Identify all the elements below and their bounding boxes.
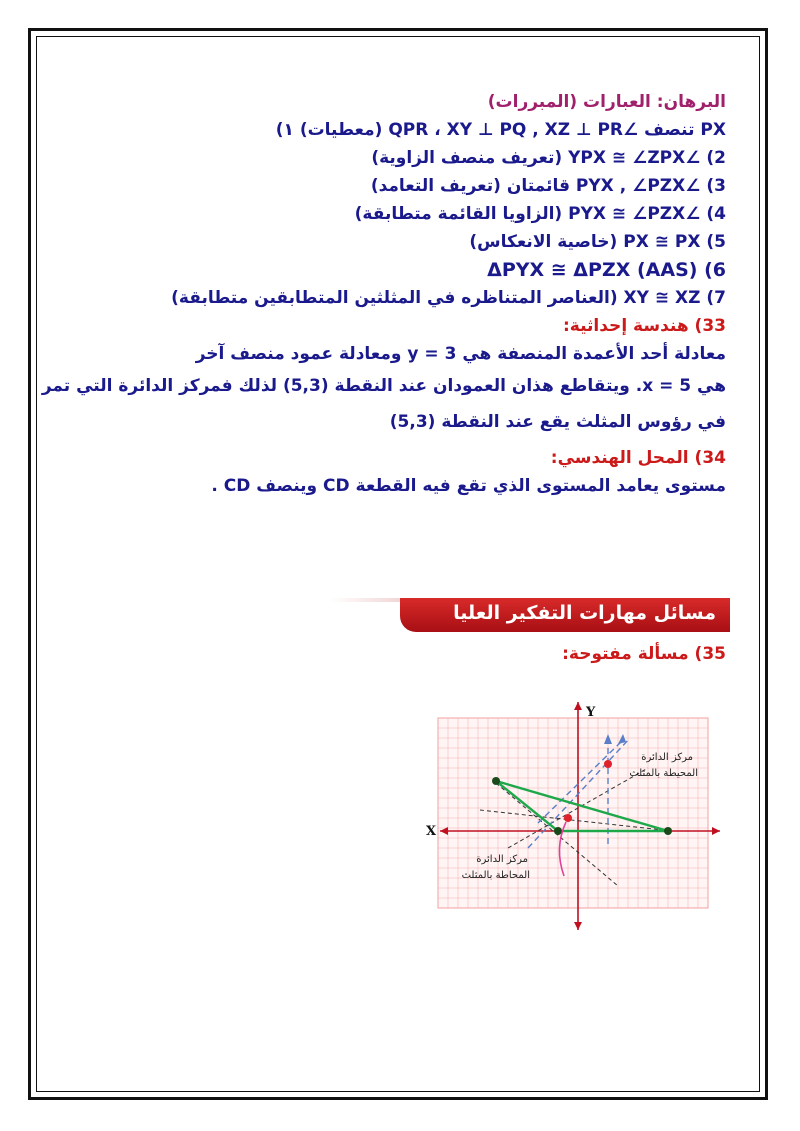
q34-heading: 34) المحل الهندسي: xyxy=(550,448,726,468)
incenter-point xyxy=(564,814,572,822)
section-banner xyxy=(330,598,730,632)
y-axis-label: Y xyxy=(586,705,596,720)
incenter-label-1: مركز الدائرة xyxy=(476,854,528,865)
proof-heading: البرهان: العبارات (المبررات) xyxy=(487,92,726,112)
q33-line-2: هي x = 5. ويتقاطع هذان العمودان عند النقطة (5,3) لذلك فمركز الدائرة التي تمر xyxy=(41,376,726,396)
q33-heading: 33) هندسة إحداثية: xyxy=(562,316,726,336)
document-body xyxy=(41,88,726,500)
y-axis-arrow-up xyxy=(574,702,582,710)
proof-step-1-number: ١) xyxy=(275,120,294,140)
circumcenter-label-1: مركز الدائرة xyxy=(641,752,693,763)
q35-block xyxy=(70,640,726,668)
proof-step-5: 5) PX ≅ PX (خاصية الانعكاس) xyxy=(469,232,726,252)
circumcenter-label-2: المحيطة بالمثلث xyxy=(629,768,698,779)
proof-step-1 xyxy=(70,116,726,144)
x-axis-arrow-right xyxy=(712,827,720,835)
y-axis-arrow-down xyxy=(574,922,582,930)
proof-step-3: 3) ∠PYX , ∠PZX قائمتان (تعريف التعامد) xyxy=(370,176,726,196)
proof-step-6: 6) ΔPYX ≅ ΔPZX (AAS) xyxy=(487,259,726,281)
vertex-c xyxy=(554,827,562,835)
q33-line-1: معادلة أحد الأعمدة المنصفة هي y = 3 ومعادلة عمود منصف آخر xyxy=(195,344,726,364)
vertex-b xyxy=(664,827,672,835)
proof-step-4: 4) ∠PYX ≅ ∠PZX (الزاويا القائمة متطابقة) xyxy=(354,204,726,224)
x-axis-label: X xyxy=(426,824,437,839)
proof-step-2: 2) ∠YPX ≅ ∠ZPX (تعريف منصف الزاوية) xyxy=(371,148,726,168)
coordinate-figure xyxy=(418,698,728,938)
vertex-a xyxy=(492,777,500,785)
banner-title: مسائل مهارات التفكير العليا xyxy=(453,602,716,624)
proof-step-1-text: PX تنصف ∠QPR ، XY ⊥ PQ , XZ ⊥ PR (معطيات) xyxy=(299,120,726,140)
circumcenter-point xyxy=(604,760,612,768)
q34-line-1: مستوى يعامد المستوى الذي تقع فيه القطعة CD وينصف CD . xyxy=(211,476,726,496)
q33-line-3: في رؤوس المثلث يقع عند النقطة (5,3) xyxy=(389,412,726,432)
proof-step-7: 7) XY ≅ XZ (العناصر المتناظره في المثلثين المتطابقين متطابقة) xyxy=(171,288,726,308)
incenter-label-2: المحاطة بالمثلث xyxy=(461,870,530,881)
q35-heading: 35) مسألة مفتوحة: xyxy=(562,644,726,664)
